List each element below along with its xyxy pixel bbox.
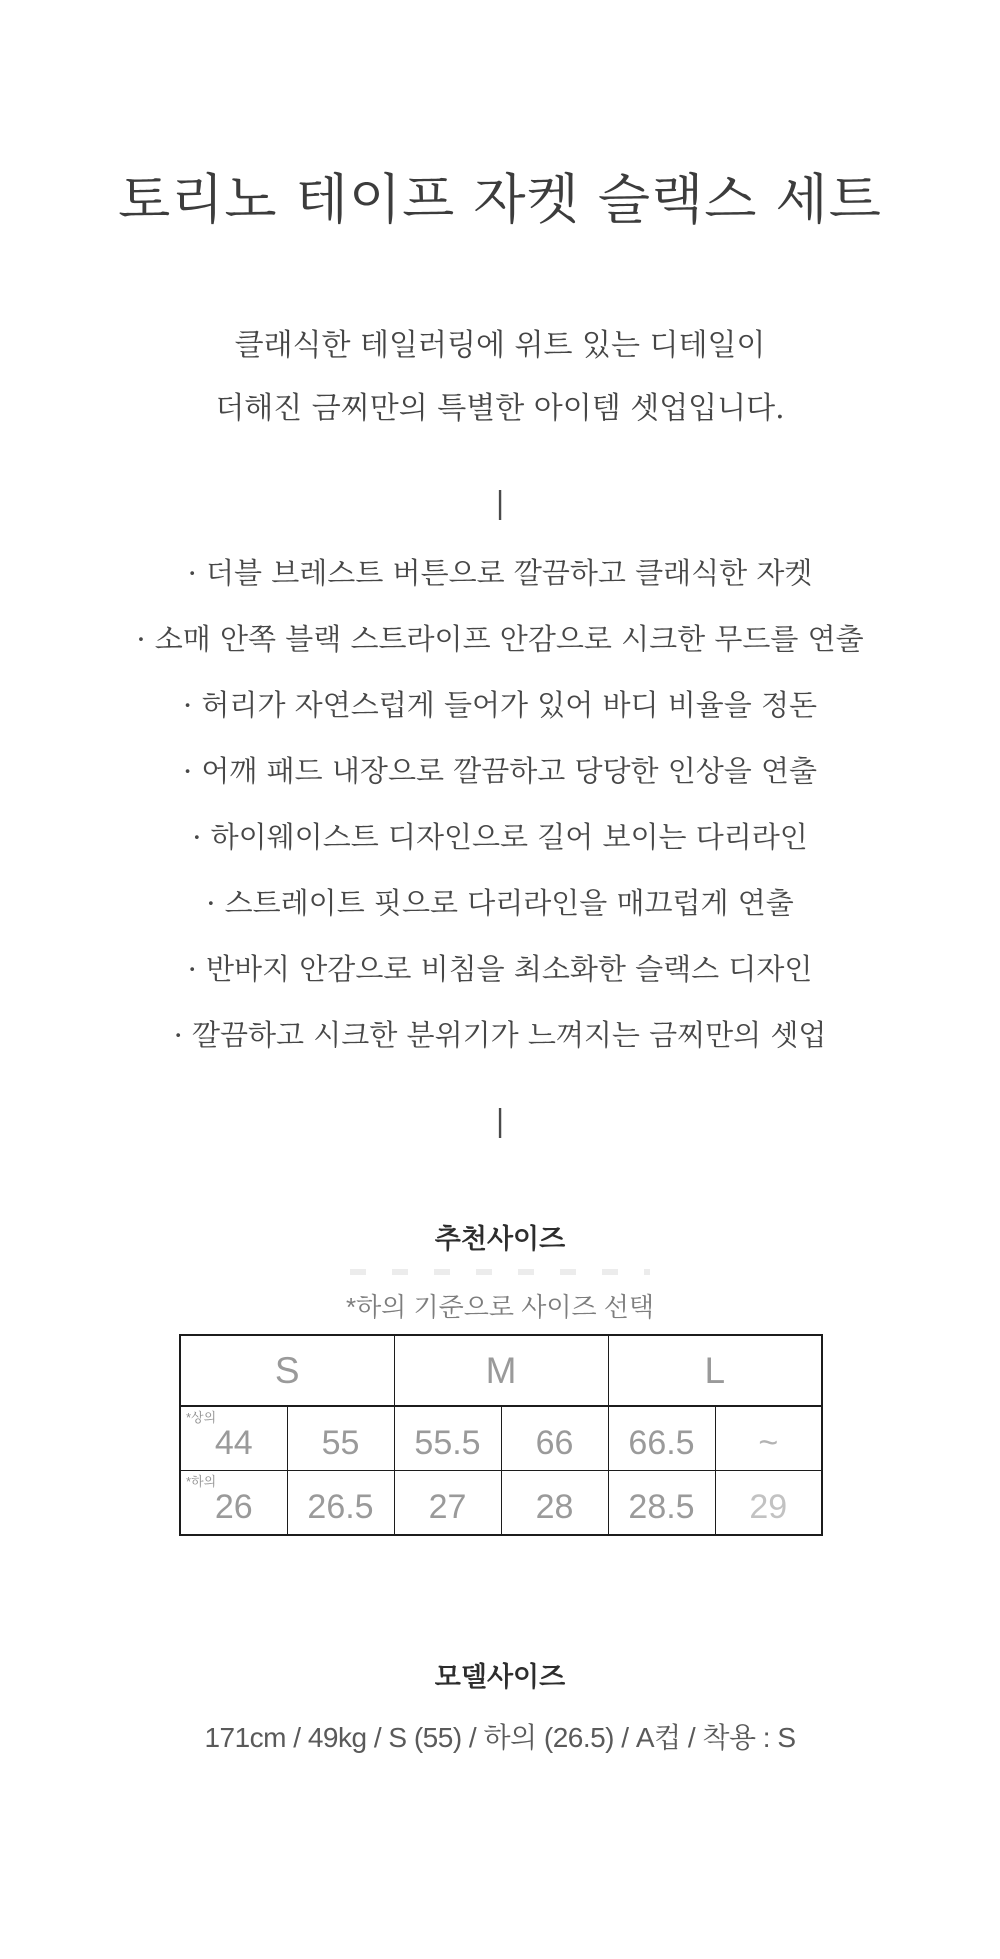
table-row-top [180,1406,822,1471]
feature-item: · 반바지 안감으로 비침을 최소화한 슬랙스 디자인 [187,952,813,986]
size-header-s: S [180,1335,394,1406]
table-cell [608,1471,715,1536]
feature-item: · 스트레이트 핏으로 다리라인을 매끄럽게 연출 [206,886,794,920]
row-label-top: *상의 [186,1410,217,1425]
size-selection-note: *하의 기준으로 사이즈 선택 [345,1292,655,1322]
model-size-info: 171cm / 49kg / S (55) / 하의 (26.5) / A컵 / 착용 : S [204,1722,796,1753]
cell-value: 27 [428,1488,467,1526]
model-size-heading: 모델사이즈 [434,1662,566,1692]
size-header-m: M [394,1335,608,1406]
table-cell [715,1406,822,1471]
vertical-bar-divider: | [494,1104,506,1139]
cell-value: 44 [214,1424,253,1462]
size-header-l: L [608,1335,822,1406]
feature-item: · 깔끔하고 시크한 분위기가 느껴지는 금찌만의 셋업 [173,1018,827,1052]
table-cell [501,1406,608,1471]
size-table [179,1334,823,1536]
feature-item: · 허리가 자연스럽게 들어가 있어 바디 비율을 정돈 [182,688,818,722]
cell-value: 29 [749,1488,788,1526]
vertical-bar-divider: | [494,486,506,521]
intro-line-2: 더해진 금찌만의 특별한 아이템 셋업입니다. [215,391,785,426]
table-cell [715,1471,822,1536]
size-table-header-row [180,1335,822,1406]
intro-line-1: 클래식한 테일러링에 위트 있는 디테일이 [234,328,766,363]
table-cell [287,1406,394,1471]
page-title: 토리노 테이프 자켓 슬랙스 세트 [118,168,882,231]
cell-value: 26.5 [307,1488,374,1526]
cell-value-tilde: ~ [758,1424,779,1462]
row-label-bottom: *하의 [186,1474,217,1489]
table-cell [180,1406,287,1471]
cell-value: 28.5 [628,1488,695,1526]
cell-value: 28 [535,1488,574,1526]
intro-description [0,314,1000,440]
table-cell [608,1406,715,1471]
cell-value: 55 [321,1424,360,1462]
table-row-bottom [180,1471,822,1536]
clipped-faint-text [350,1269,650,1275]
cell-value: 26 [214,1488,253,1526]
size-table-container [179,1334,821,1536]
cell-value: 55.5 [414,1424,481,1462]
cell-value: 66 [535,1424,574,1462]
table-cell [501,1471,608,1536]
feature-item: · 소매 안쪽 블랙 스트라이프 안감으로 시크한 무드를 연출 [136,622,864,656]
table-cell [394,1471,501,1536]
table-cell [394,1406,501,1471]
cell-value: 66.5 [628,1424,695,1462]
feature-list [0,540,1000,1068]
table-cell [180,1471,287,1536]
feature-item: · 더블 브레스트 버튼으로 깔끔하고 클래식한 자켓 [187,556,813,590]
feature-item: · 어깨 패드 내장으로 깔끔하고 당당한 인상을 연출 [182,754,818,788]
recommended-size-heading: 추천사이즈 [434,1224,566,1254]
feature-item: · 하이웨이스트 디자인으로 길어 보이는 다리라인 [192,820,808,854]
table-cell [287,1471,394,1536]
